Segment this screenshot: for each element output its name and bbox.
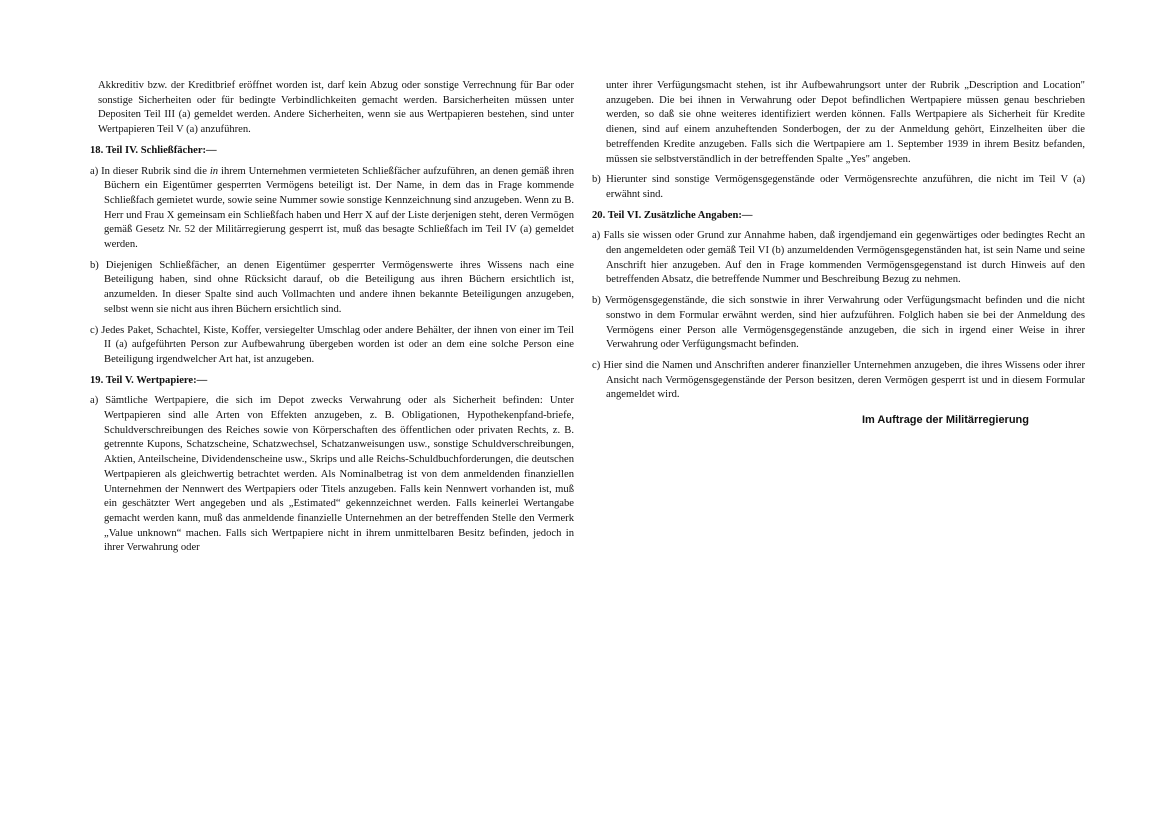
section-20-item-b: b) Vermögensgegenstände, die sich sonstwie in ihrer Verwahrung oder Verfügungsmacht befinden und die nicht sonstwo in dem Formular erwähnt werden, sind hier aufzuführen. Folglich haben sie bei der Anmeldung des Vermögens einer Person alle Vermögensgegenstände anzugeben, die sich in irgend einer Weise in ihrer Verwahrung oder Verfügungsmacht befinden. — [592, 295, 1085, 351]
section-18-item-b: b) Diejenigen Schließfächer, an denen Eigentümer gesperrter Vermögenswerte ihres Wissens nach eine Beteiligung haben, sind ohne Rücksicht darauf, ob die Beteiligung aus ihren Büchern ersichtlich ist, anzumelden. In dieser Spalte sind auch Vollmachten und andere ihnen bekannte Beteiligungen anzugeben, selbst wenn sie nicht aus ihren Büchern ersichtlich sind. — [90, 259, 574, 315]
section-18-item-a-italic: in — [209, 165, 219, 177]
right-column — [592, 79, 1085, 439]
signature-line: Im Auftrage der Militärregierung — [861, 414, 1029, 427]
continuation-paragraph: unter ihrer Verfügungsmacht stehen, ist ihr Aufbewahrungsort unter der Rubrik „Description and Location" anzugeben. Die bei ihnen in Verwahrung oder Depot befindlichen Wertpapiere müssen genau beschrieben werden, so daß sie ohne weiteres identifiziert werden können. Falls Wertpapiere als Sicherheit für Kredite dienen, sind auf einem anzuheftenden Sonderbogen, der zu der Anmeldung gehört, Einzelheiten über die betreffenden Kredite anzugeben. Falls sich die Wertpapiere am 1. September 1939 in ihrem Besitz befanden, müssen sie selbstverständlich in der betreffenden Spalte „Yes" angeben. — [606, 80, 1085, 165]
section-20-item-c: c) Hier sind die Namen und Anschriften anderer finanzieller Unternehmen anzugeben, die ihres Wissens oder ihrer Ansicht nach Vermögensgegenstände der Person besitzen, deren Vermögen gesperrt ist und in diesem Formular angemeldet wird. — [592, 359, 1085, 401]
section-19-item-b: b) Hierunter sind sonstige Vermögensgegenstände oder Vermögensrechte anzuführen, die nicht im Teil V (a) erwähnt sind. — [592, 174, 1085, 200]
section-18-heading: 18. Teil IV. Schließfächer:— — [90, 144, 217, 156]
section-19-heading: 19. Teil V. Wertpapiere:— — [90, 374, 208, 386]
section-18-item-a-rest: ihrem Unternehmen vermieteten Schließfächer aufzuführen, an denen gemäß ihren Büchern ein Eigentümer gesperrten Vermögens beteiligt ist. Der Name, in dem das in Frage kommende Schließfach gemietet wurde, sowie seine Nummer sowie sonstige Kennzeichnung sind anzugeben. Wenn zu B. Herr und Frau X gemeinsam ein Schließfach haben und Herr X auf der Liste derjenigen steht, deren Vermögen gemäß Gesetz Nr. 52 der Militärregierung gesperrt ist, muß das besagte Schließfach im Teil IV (a) gemeldet werden. — [104, 165, 574, 251]
section-20-heading: 20. Teil VI. Zusätzliche Angaben:— — [592, 209, 753, 221]
section-20-item-a: a) Falls sie wissen oder Grund zur Annahme haben, daß irgendjemand ein gegenwärtiges oder bedingtes Recht an den angemeldeten oder gemäß Teil VI (b) anzumeldenden Vermögensgegenständen hat, ist sein Name und seine Anschrift hier anzugeben. Auf den in Frage kommenden Vermögensgegenstand ist durch Hinweis auf den betreffenden Absatz, die betreffende Nummer und Beschreibung Bezug zu nehmen. — [592, 230, 1085, 286]
section-18-item-a-prefix: a) In dieser Rubrik sind die — [90, 165, 210, 177]
section-19-item-a: a) Sämtliche Wertpapiere, die sich im Depot zwecks Verwahrung oder als Sicherheit befinden: Unter Wertpapieren sind alle Arten von Effekten anzugeben, z. B. Obligationen, Hypothekenpfand-briefe, Schuldverschreibungen des Reiches sowie von Körperschaften des öffentlichen oder privaten Rechts, z. B. getrennte Kupons, Schatzscheine, Schatzwechsel, Schatzanweisungen usw., sonstige Schuldverschreibungen, Aktien, Anteilscheine, Dividendenscheine usw., Skrips und alle Reichs-Schuldbuchforderungen, die deutschen Wertpapieren als gleichwertig betrachtet werden. Als Nominalbetrag ist von dem anmeldenden finanziellen Unternehmen der Nennwert des Wertpapiers oder Titels anzugeben. Falls kein Nennwert vorhanden ist, muß ein geschätzter Wert angegeben und als „Estimated“ gekennzeichnet werden. Falls keinerlei Wertangabe gemacht werden kann, muß das anmeldende finanzielle Unternehmen an der betreffenden Stelle den Vermerk „Value unknown“ machen. Falls sich Wertpapiere nicht in ihrem unmittelbaren Besitz befinden, jedoch in ihrer Verwahrung oder — [90, 395, 574, 554]
intro-paragraph: Akkreditiv bzw. der Kreditbrief eröffnet worden ist, darf kein Abzug oder sonstige Verrechnung für Bar oder sonstige Sicherheiten oder für bedingte Verbindlichkeiten gemacht werden. Barsicherheiten müssen unter Depositen Teil III (a) gemeldet werden. Andere Sicherheiten, wenn sie aus Wertpapieren bestehen, sind unter Wertpapieren Teil V (a) anzuführen. — [98, 80, 574, 136]
left-column — [90, 79, 574, 562]
section-18-item-a — [90, 165, 574, 253]
section-18-item-c: c) Jedes Paket, Schachtel, Kiste, Koffer, versiegelter Umschlag oder andere Behälter, der ihnen von einer im Teil II (a) aufgeführten Person zur Aufbewahrung übergeben worden ist oder an dem eine solche Person eine Beteiligung irgendwelcher Art hat, ist anzugeben. — [90, 324, 574, 365]
